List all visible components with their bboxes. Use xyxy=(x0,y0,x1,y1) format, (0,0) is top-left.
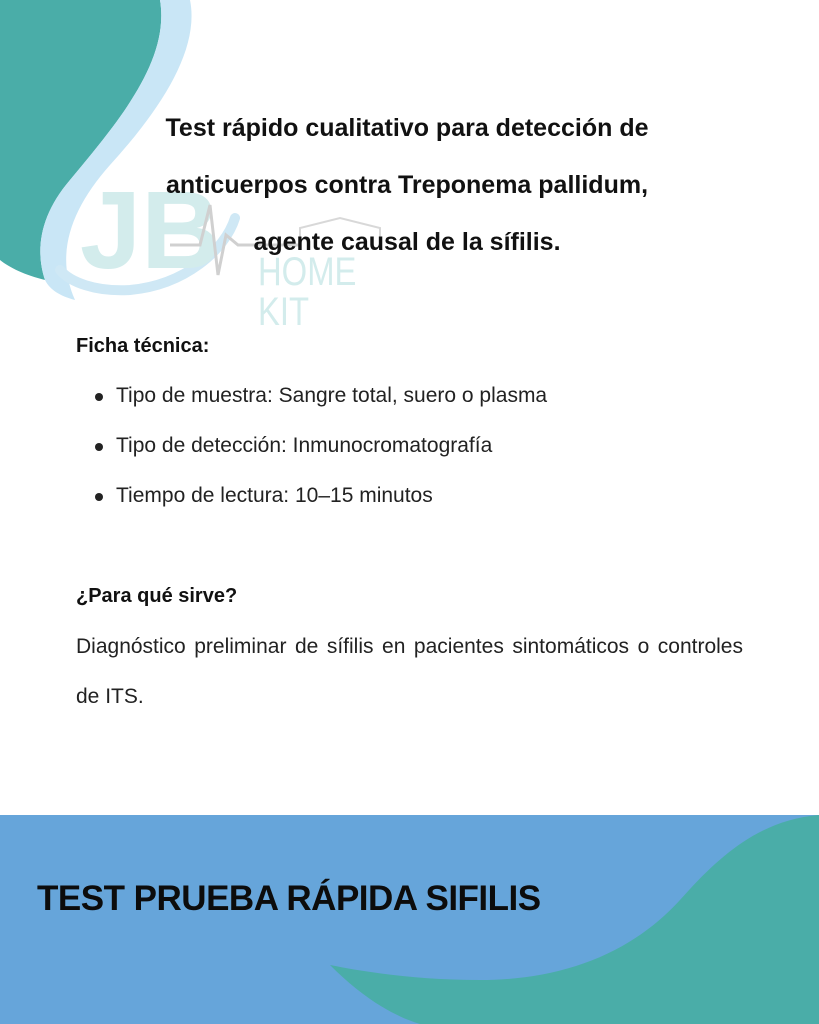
para-que-sirve-text: Diagnóstico preliminar de sífilis en pacientes sintomáticos o controles de ITS. xyxy=(76,635,743,708)
list-item-text: Tiempo de lectura: 10–15 minutos xyxy=(116,484,433,507)
ficha-tecnica-title: Ficha técnica: xyxy=(76,335,210,357)
bullet-icon xyxy=(95,393,103,401)
footer-teal-wave-decoration xyxy=(0,815,819,1024)
para-que-sirve-title: ¿Para qué sirve? xyxy=(76,585,238,607)
logo-subtitle: HOME KIT xyxy=(258,250,357,334)
list-item-text: Tipo de muestra: Sangre total, suero o plasma xyxy=(116,384,548,407)
list-item-text: Tipo de detección: Inmunocromatografía xyxy=(116,434,493,457)
headline-line-2: anticuerpos contra Treponema pallidum, xyxy=(165,171,649,199)
footer-banner xyxy=(0,815,819,1024)
headline-line-3: agente causal de la sífilis. xyxy=(253,228,561,256)
list-item xyxy=(76,428,547,478)
ficha-tecnica-list xyxy=(76,378,547,528)
bullet-icon xyxy=(95,493,103,501)
headline xyxy=(100,100,714,271)
footer-title: TEST PRUEBA RÁPIDA SIFILIS xyxy=(37,879,541,918)
logo-letters: JB xyxy=(80,169,221,292)
bullet-icon xyxy=(95,443,103,451)
list-item xyxy=(76,478,547,528)
list-item xyxy=(76,378,547,428)
headline-line-1: Test rápido cualitativo para detección de xyxy=(165,114,649,142)
